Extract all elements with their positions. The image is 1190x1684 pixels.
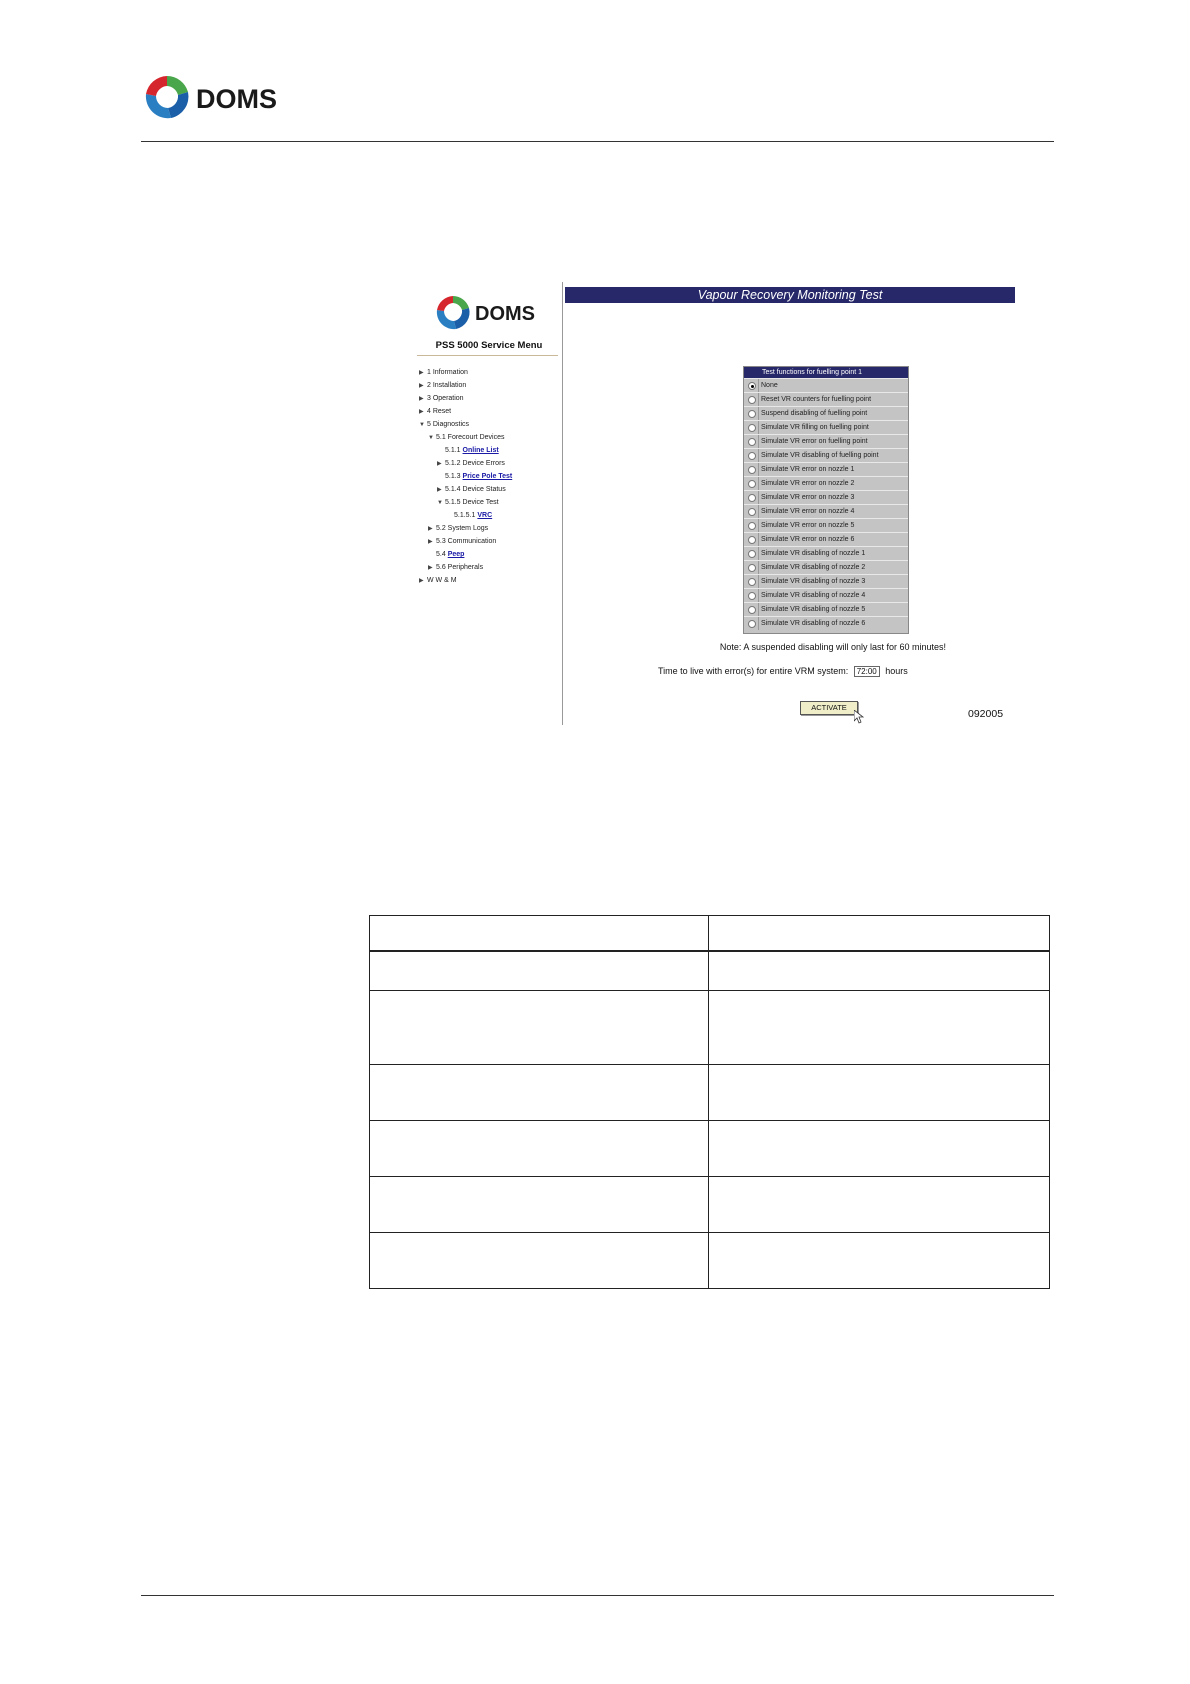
column-separator — [758, 421, 759, 434]
column-separator — [758, 589, 759, 602]
menu-item[interactable] — [437, 458, 505, 470]
expand-arrow-icon: ▶ — [419, 370, 424, 376]
column-separator — [758, 407, 759, 420]
option-row[interactable] — [744, 490, 908, 504]
service-menu-screenshot — [413, 282, 1016, 725]
menu-item-label: 5.1.5 Device Test — [445, 499, 499, 506]
table-row — [370, 951, 1050, 991]
table-row — [370, 1177, 1050, 1233]
menu-item[interactable] — [419, 393, 464, 405]
menu-item[interactable] — [437, 484, 506, 496]
radio-button[interactable] — [748, 410, 756, 418]
table-cell — [709, 1177, 1050, 1233]
table-cell — [370, 1177, 709, 1233]
option-label: Simulate VR error on fuelling point — [761, 438, 868, 445]
expand-arrow-icon: ▶ — [419, 383, 424, 389]
table-row — [370, 991, 1050, 1065]
radio-button[interactable] — [748, 606, 756, 614]
page-banner: Vapour Recovery Monitoring Test — [565, 287, 1015, 303]
table-row — [370, 1121, 1050, 1177]
option-label: Simulate VR error on nozzle 1 — [761, 466, 855, 473]
column-separator — [758, 519, 759, 532]
option-row[interactable] — [744, 560, 908, 574]
ttl-unit: hours — [885, 666, 908, 676]
column-separator — [758, 603, 759, 616]
option-label: Simulate VR disabling of nozzle 1 — [761, 550, 866, 557]
activate-button[interactable]: ACTIVATE — [800, 701, 858, 715]
option-row[interactable] — [744, 588, 908, 602]
option-label: Simulate VR error on nozzle 6 — [761, 536, 855, 543]
radio-button[interactable] — [748, 578, 756, 586]
radio-button[interactable] — [748, 424, 756, 432]
column-separator — [758, 505, 759, 518]
menu-divider — [417, 355, 558, 356]
menu-item-label: 4 Reset — [427, 408, 452, 415]
option-label: Simulate VR error on nozzle 3 — [761, 494, 855, 501]
option-row[interactable] — [744, 616, 908, 630]
table-cell — [370, 1233, 709, 1289]
option-row[interactable] — [744, 532, 908, 546]
column-separator — [758, 379, 759, 392]
menu-item-label: 2 Installation — [427, 382, 467, 389]
radio-button[interactable] — [748, 508, 756, 516]
column-separator — [758, 561, 759, 574]
menu-item-link[interactable]: Online List — [462, 447, 499, 454]
menu-item-label: 3 Operation — [427, 395, 464, 402]
table-cell — [370, 951, 709, 991]
menu-item-label: 5.1 Forecourt Devices — [436, 434, 505, 441]
menu-item-number: 5.1.1 — [445, 447, 461, 454]
note-text: Note: A suspended disabling will only last for 60 minutes! — [719, 642, 947, 652]
column-separator — [758, 449, 759, 462]
table-cell — [709, 1065, 1050, 1121]
option-label: None — [761, 382, 778, 389]
menu-item[interactable] — [428, 432, 504, 444]
option-label: Simulate VR disabling of nozzle 3 — [761, 578, 866, 585]
table-cell — [709, 1233, 1050, 1289]
menu-item[interactable] — [428, 536, 496, 548]
menu-item-label: 5.6 Peripherals — [436, 564, 484, 571]
header-divider — [141, 141, 1054, 142]
expand-arrow-icon: ▶ — [428, 565, 433, 571]
menu-item-label: W W & M — [427, 577, 457, 584]
option-row[interactable] — [744, 504, 908, 518]
option-label: Simulate VR error on nozzle 5 — [761, 522, 855, 529]
footer-divider — [141, 1595, 1054, 1596]
ttl-row — [658, 666, 1018, 677]
option-label: Simulate VR filling on fuelling point — [761, 424, 869, 431]
radio-button[interactable] — [748, 452, 756, 460]
option-row[interactable] — [744, 378, 908, 392]
option-label: Simulate VR error on nozzle 2 — [761, 480, 855, 487]
option-label: Simulate VR disabling of nozzle 6 — [761, 620, 866, 627]
table-cell — [709, 1121, 1050, 1177]
menu-item[interactable] — [428, 562, 483, 574]
menu-item[interactable] — [437, 471, 512, 483]
menu-item[interactable] — [419, 380, 466, 392]
radio-button[interactable] — [748, 382, 756, 390]
menu-item-number: 5.1.3 — [445, 473, 461, 480]
option-row[interactable] — [744, 602, 908, 616]
radio-button[interactable] — [748, 396, 756, 404]
option-row[interactable] — [744, 406, 908, 420]
expand-arrow-icon: ▼ — [437, 500, 443, 506]
column-separator — [758, 477, 759, 490]
table-cell — [370, 1065, 709, 1121]
expand-arrow-icon: ▼ — [419, 422, 425, 428]
menu-item[interactable] — [437, 445, 499, 457]
table-row — [370, 1065, 1050, 1121]
ttl-input[interactable]: 72:00 — [854, 666, 880, 677]
option-label: Simulate VR disabling of nozzle 5 — [761, 606, 866, 613]
menu-item-label: 5.3 Communication — [436, 538, 497, 545]
menu-item-label: 5.1.4 Device Status — [445, 486, 506, 493]
option-row[interactable] — [744, 574, 908, 588]
column-separator — [758, 393, 759, 406]
menu-item[interactable] — [419, 406, 451, 418]
column-separator — [758, 617, 759, 630]
column-separator — [758, 533, 759, 546]
option-label: Simulate VR disabling of nozzle 4 — [761, 592, 866, 599]
menu-item-label: 5.2 System Logs — [436, 525, 489, 532]
option-label: Suspend disabling of fuelling point — [761, 410, 868, 417]
radio-button[interactable] — [748, 592, 756, 600]
frame-divider — [562, 282, 563, 725]
column-separator — [758, 435, 759, 448]
option-row[interactable] — [744, 392, 908, 406]
menu-item-number: 5.4 — [436, 551, 446, 558]
menu-item-label: 5 Diagnostics — [427, 421, 470, 428]
expand-arrow-icon: ▶ — [428, 539, 433, 545]
doms-logo — [141, 72, 291, 128]
table-cell — [370, 991, 709, 1065]
expand-arrow-icon: ▶ — [419, 578, 424, 584]
ttl-label: Time to live with error(s) for entire VRM system: — [658, 666, 849, 676]
menu-item-number: 5.1.5.1 — [454, 512, 476, 519]
menu-title: PSS 5000 Service Menu — [435, 340, 543, 351]
option-label: Simulate VR disabling of nozzle 2 — [761, 564, 866, 571]
menu-item-link[interactable]: Price Pole Test — [462, 473, 513, 480]
menu-item[interactable] — [419, 367, 468, 379]
radio-button[interactable] — [748, 480, 756, 488]
menu-item[interactable] — [437, 497, 499, 509]
option-row[interactable] — [744, 546, 908, 560]
radio-button[interactable] — [748, 466, 756, 474]
expand-arrow-icon: ▶ — [419, 409, 424, 415]
expand-arrow-icon: ▶ — [437, 461, 442, 467]
radio-button[interactable] — [748, 438, 756, 446]
radio-button[interactable] — [748, 550, 756, 558]
empty-table — [369, 915, 1050, 1289]
option-row[interactable] — [744, 476, 908, 490]
table-cell — [709, 991, 1050, 1065]
option-row[interactable] — [744, 462, 908, 476]
option-label: Reset VR counters for fuelling point — [761, 396, 872, 403]
column-separator — [758, 575, 759, 588]
panel-header: Test functions for fuelling point 1 — [744, 367, 908, 378]
option-row[interactable] — [744, 420, 908, 434]
menu-item[interactable] — [419, 419, 469, 431]
table-row — [370, 1233, 1050, 1289]
option-label: Simulate VR error on nozzle 4 — [761, 508, 855, 515]
table-header-row — [370, 916, 1050, 952]
test-functions-panel — [743, 366, 909, 634]
radio-button[interactable] — [748, 522, 756, 530]
expand-arrow-icon: ▶ — [428, 526, 433, 532]
sidebar — [413, 282, 558, 725]
option-label: Simulate VR disabling of fuelling point — [761, 452, 879, 459]
menu-item[interactable] — [428, 523, 488, 535]
mouse-cursor-icon — [854, 710, 864, 724]
menu-item-label: 5.1.2 Device Errors — [445, 460, 505, 467]
expand-arrow-icon: ▶ — [437, 487, 442, 493]
table-header-cell — [709, 916, 1050, 952]
sidebar-logo — [433, 292, 543, 336]
menu-item-link[interactable]: Peep — [447, 551, 465, 558]
radio-button[interactable] — [748, 564, 756, 572]
svg-text:DOMS: DOMS — [475, 303, 535, 325]
figure-id: 092005 — [968, 708, 1004, 720]
menu-item[interactable] — [428, 549, 464, 561]
option-row[interactable] — [744, 434, 908, 448]
expand-arrow-icon: ▶ — [419, 396, 424, 402]
column-separator — [758, 491, 759, 504]
table-header-cell — [370, 916, 709, 952]
column-separator — [758, 547, 759, 560]
option-row[interactable] — [744, 448, 908, 462]
radio-button[interactable] — [748, 536, 756, 544]
menu-item[interactable] — [446, 510, 492, 522]
table-cell — [709, 951, 1050, 991]
table-cell — [370, 1121, 709, 1177]
expand-arrow-icon: ▼ — [428, 435, 434, 441]
column-separator — [758, 463, 759, 476]
svg-text:DOMS: DOMS — [196, 84, 277, 114]
radio-button[interactable] — [748, 620, 756, 628]
menu-item-link[interactable]: VRC — [477, 512, 493, 519]
menu-item[interactable] — [419, 575, 457, 587]
option-row[interactable] — [744, 518, 908, 532]
menu-item-label: 1 Information — [427, 369, 468, 376]
radio-button[interactable] — [748, 494, 756, 502]
